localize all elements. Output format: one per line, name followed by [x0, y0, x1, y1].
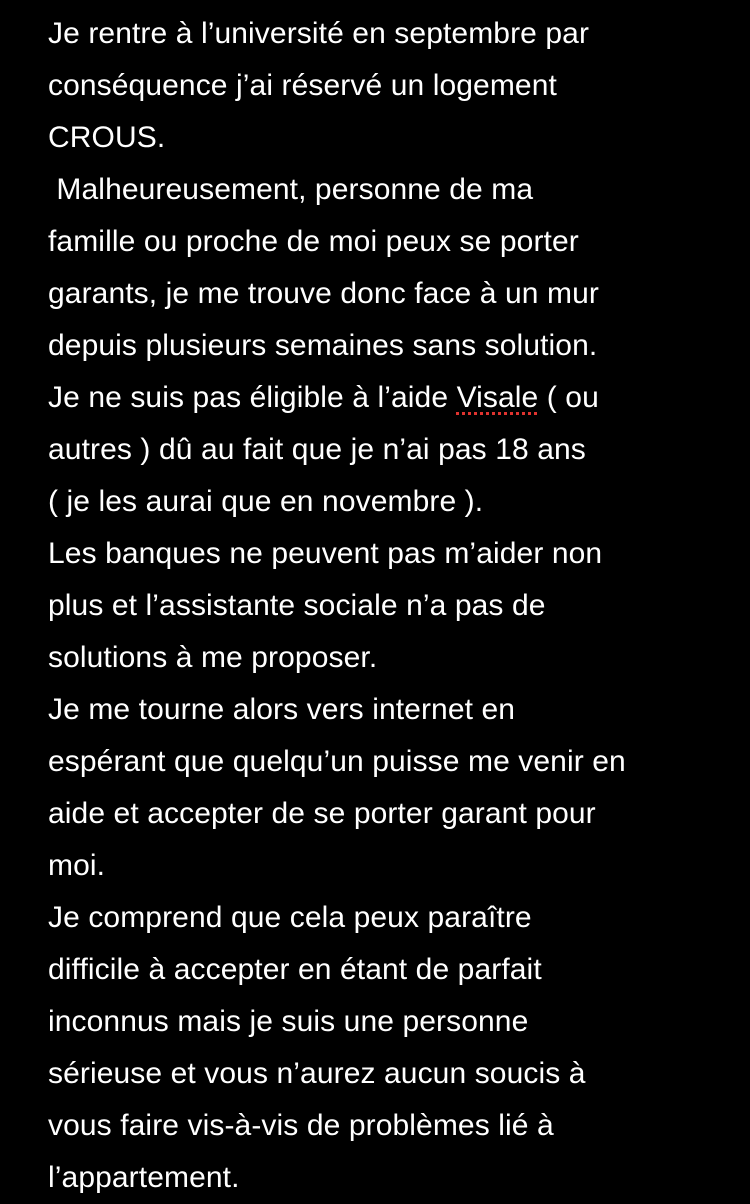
text-line: depuis plusieurs semaines sans solution. [48, 329, 598, 362]
text-line: garants, je me trouve donc face à un mur [48, 277, 599, 310]
text-line: Les banques ne peuvent pas m’aider non [48, 537, 603, 570]
text-segment: Je ne suis pas éligible à l’aide [48, 381, 457, 414]
text-line: ( je les aurai que en novembre ). [48, 485, 484, 518]
text-line: inconnus mais je suis une personne [48, 1005, 529, 1038]
text-line: moi. [48, 849, 106, 882]
text-line: difficile à accepter en étant de parfait [48, 953, 542, 986]
text-line: espérant que quelqu’un puisse me venir en [48, 745, 626, 778]
note-text-body[interactable] [48, 8, 728, 1204]
text-line: sérieuse et vous n’aurez aucun soucis à [48, 1057, 586, 1090]
text-line: Je rentre à l’université en septembre par [48, 17, 590, 50]
text-line: Je comprend que cela peux paraître [48, 901, 532, 934]
text-line: autres ) dû au fait que je n’ai pas 18 ans [48, 433, 586, 466]
text-line-with-spellcheck [48, 372, 728, 424]
text-line: CROUS. [48, 121, 166, 154]
text-line: plus et l’assistante sociale n’a pas de [48, 589, 546, 622]
text-line: Malheureusement, personne de ma [48, 173, 534, 206]
text-line: Je me tourne alors vers internet en [48, 693, 516, 726]
misspelled-word[interactable]: Visale [456, 381, 539, 414]
text-line: l’appartement. [48, 1161, 240, 1194]
text-segment: ( ou [538, 381, 599, 414]
text-line: vous faire vis-à-vis de problèmes lié à [48, 1109, 554, 1142]
text-line: conséquence j’ai réservé un logement [48, 69, 557, 102]
text-line: solutions à me proposer. [48, 641, 378, 674]
text-line: famille ou proche de moi peux se porter [48, 225, 579, 258]
text-line: aide et accepter de se porter garant pour [48, 797, 596, 830]
